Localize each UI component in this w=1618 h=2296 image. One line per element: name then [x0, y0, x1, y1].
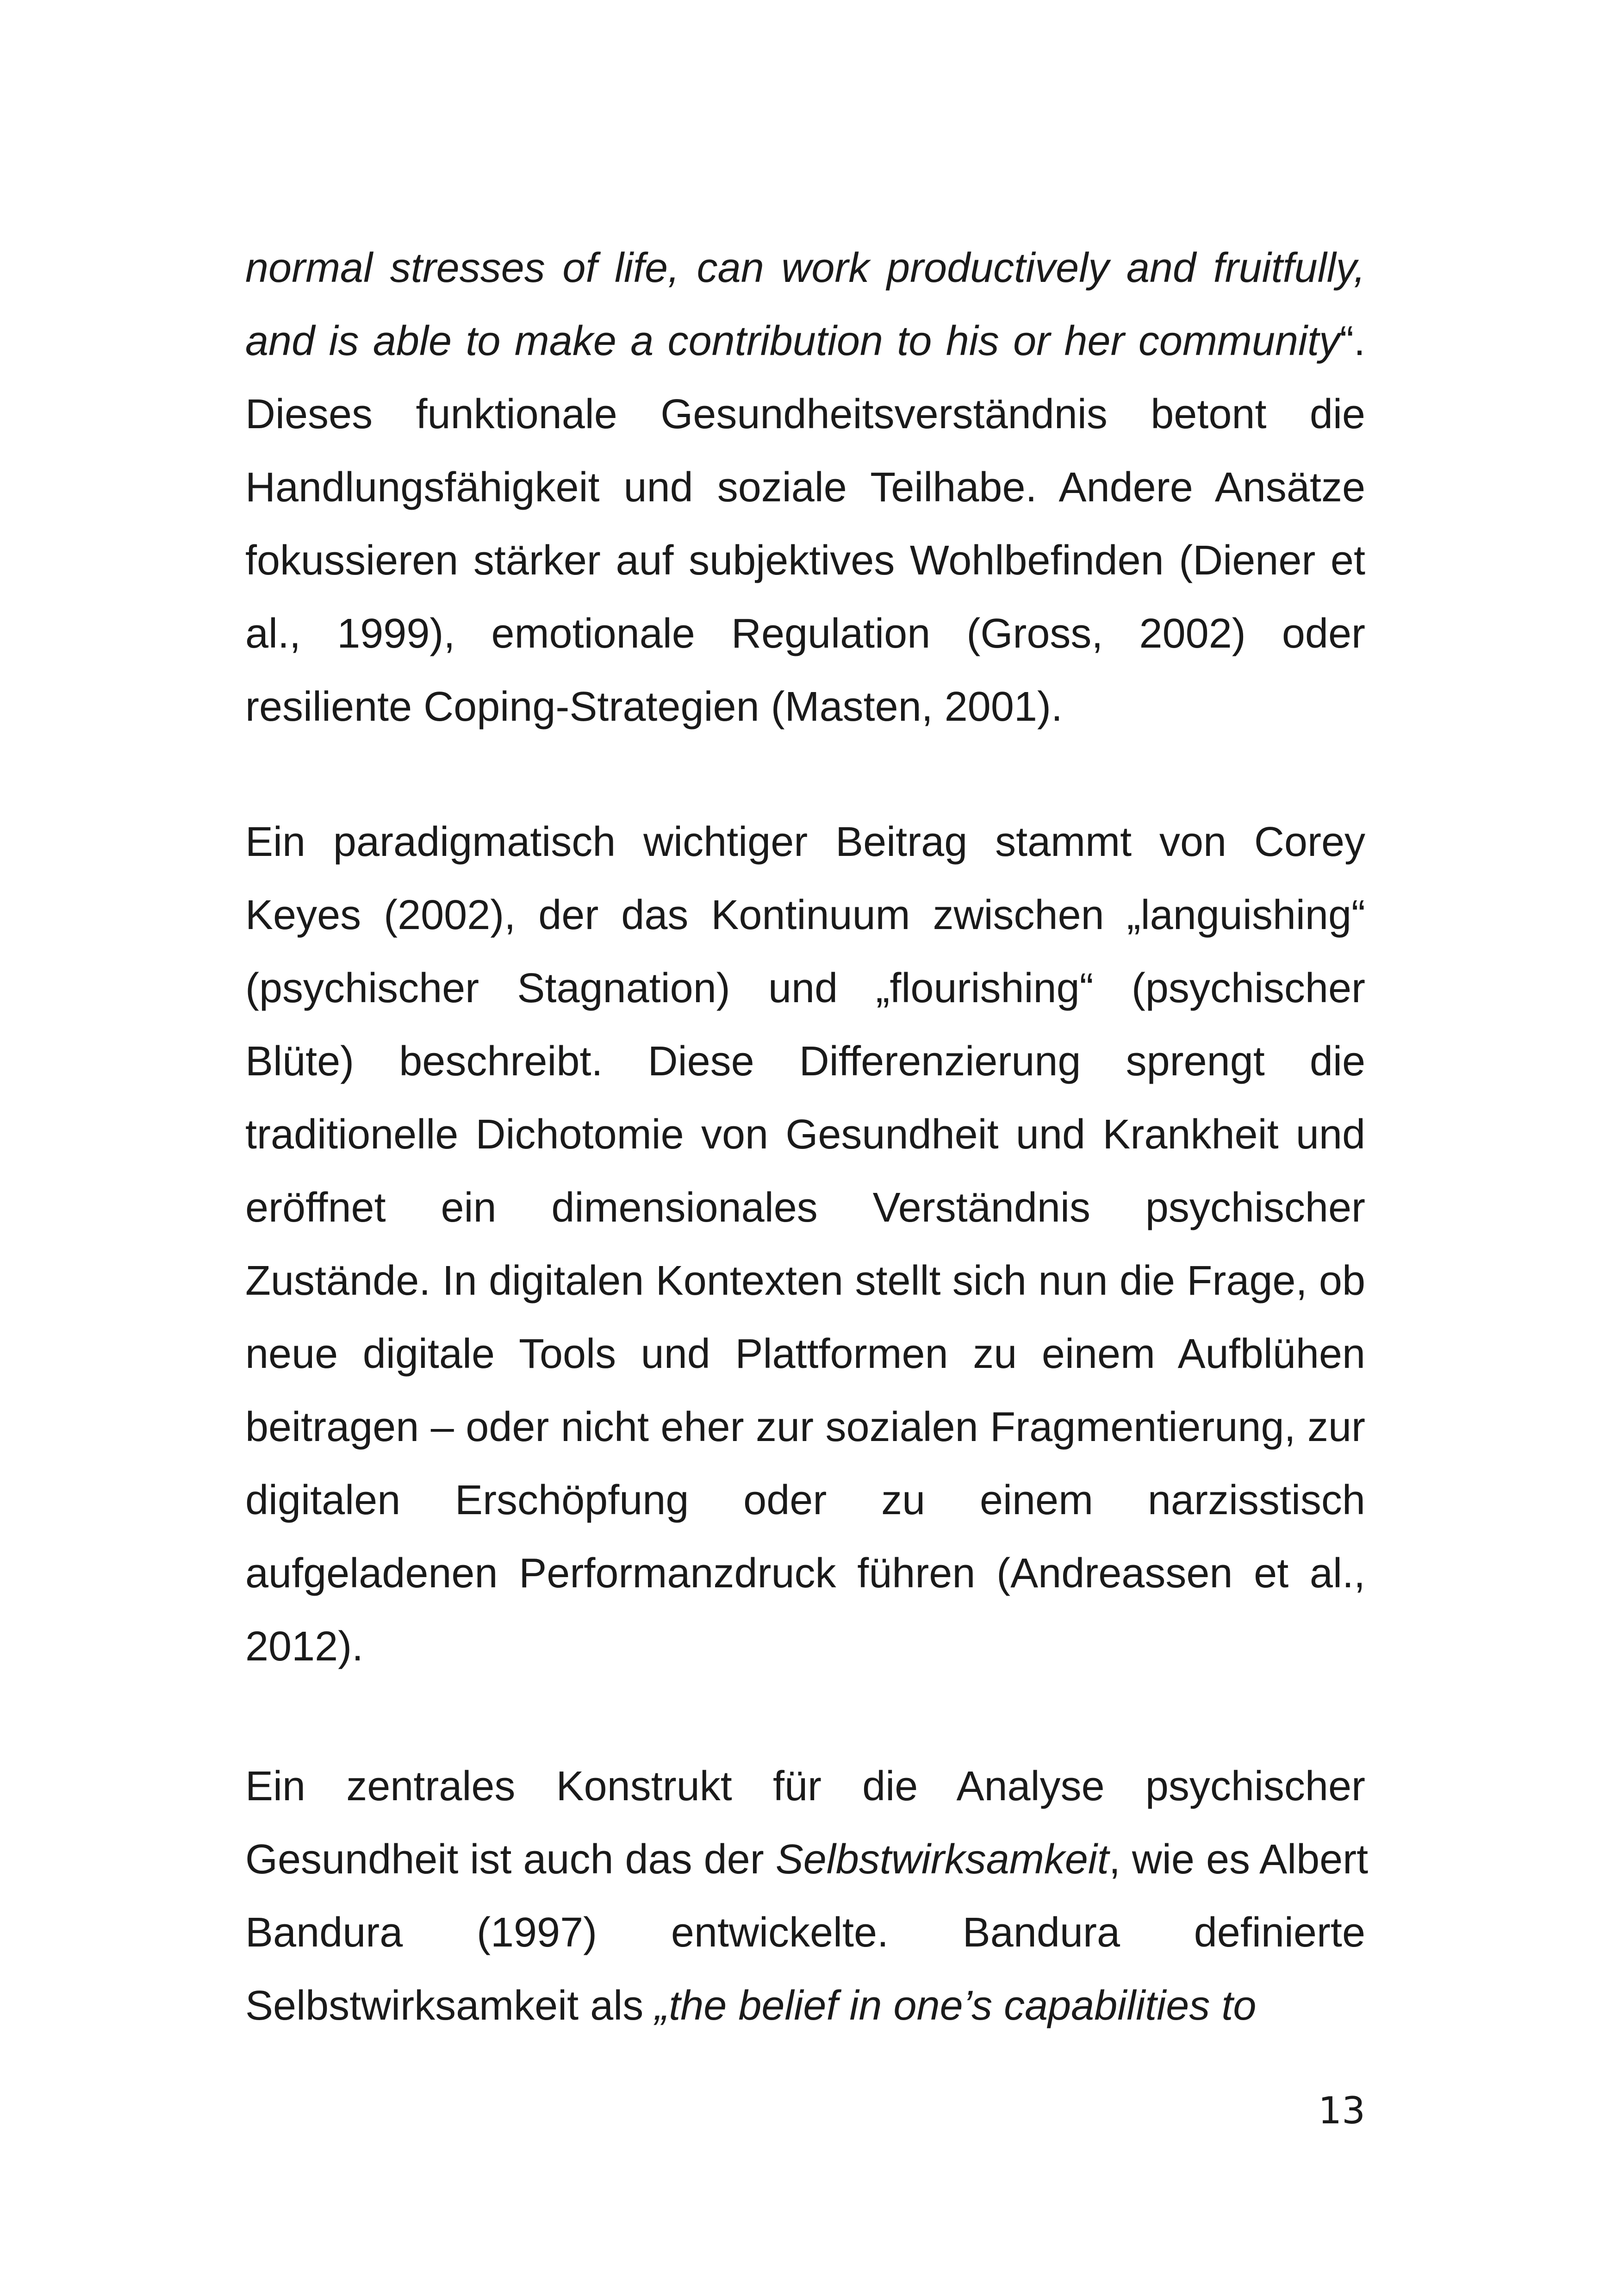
text-line — [245, 1896, 1365, 1969]
text-line — [245, 524, 1365, 597]
text-segment: Handlungsfähigkeit und soziale Teilhabe. Andere Ansätze — [245, 464, 1365, 511]
page-number: 13 — [1318, 2089, 1365, 2132]
text-line — [245, 879, 1365, 952]
text-line — [245, 1391, 1365, 1464]
paragraph-3 — [245, 1750, 1369, 2042]
text-segment: Selbstwirksamkeit als — [245, 1983, 655, 2029]
text-segment: al., 1999), emotionale Regulation (Gross, 2002) oder — [245, 611, 1365, 657]
text-line — [245, 1823, 1369, 1896]
paragraph-1 — [245, 231, 1365, 743]
text-line — [245, 231, 1365, 305]
text-segment: aufgeladenen Performanzdruck führen (Andreassen et al., — [245, 1550, 1365, 1597]
text-segment: 2012). — [245, 1623, 364, 1670]
text-segment: (psychischer Stagnation) und „flourishing“ (psychischer — [245, 965, 1365, 1011]
text-line — [245, 451, 1365, 524]
text-line — [245, 1610, 1365, 1683]
text-segment: beitragen – oder nicht eher zur sozialen Fragmentierung, zur — [245, 1404, 1365, 1450]
text-segment: and is able to make a contribution to his or her community — [245, 318, 1340, 364]
text-segment: Ein zentrales Konstrukt für die Analyse psychischer — [245, 1763, 1365, 1809]
text-line — [245, 597, 1365, 670]
text-segment: digitalen Erschöpfung oder zu einem narzisstisch — [245, 1477, 1365, 1523]
text-segment: eröffnet ein dimensionales Verständnis psychischer — [245, 1185, 1365, 1231]
text-line — [245, 1025, 1365, 1098]
text-segment: Keyes (2002), der das Kontinuum zwischen „languishing“ — [245, 892, 1365, 938]
text-line — [245, 1317, 1365, 1391]
text-line — [245, 1171, 1365, 1244]
text-line — [245, 1098, 1365, 1171]
text-line — [245, 1464, 1365, 1537]
text-line — [245, 1750, 1365, 1823]
text-line — [245, 378, 1365, 451]
text-segment: Dieses funktionale Gesundheitsverständnis betont die — [245, 391, 1365, 437]
text-line — [245, 670, 1365, 743]
text-segment: neue digitale Tools und Plattformen zu einem Aufblühen — [245, 1331, 1365, 1377]
text-segment: Zustände. In digitalen Kontexten stellt sich nun die Frage, ob — [245, 1258, 1365, 1304]
text-segment: Ein paradigmatisch wichtiger Beitrag stammt von Corey — [245, 819, 1365, 865]
text-segment: Blüte) beschreibt. Diese Differenzierung sprengt die — [245, 1038, 1365, 1085]
text-segment: Bandura (1997) entwickelte. Bandura definierte — [245, 1909, 1365, 1956]
text-segment: Selbstwirksamkeit — [775, 1836, 1109, 1883]
text-line — [245, 952, 1365, 1025]
text-line — [245, 1244, 1365, 1317]
text-line — [245, 805, 1365, 879]
text-segment: resiliente Coping-Strategien (Masten, 2001). — [245, 684, 1063, 730]
text-segment: Gesundheit ist auch das der — [245, 1836, 776, 1883]
text-line — [245, 1537, 1365, 1610]
text-line — [245, 305, 1365, 378]
text-segment: „the belief in one’s capabilities to — [655, 1983, 1257, 2029]
paragraph-2 — [245, 805, 1365, 1683]
text-segment: “. — [1340, 318, 1365, 364]
text-line — [245, 1969, 1365, 2042]
text-segment: normal stresses of life, can work productively and fruitfully, — [245, 245, 1365, 291]
text-segment: fokussieren stärker auf subjektives Wohlbefinden (Diener et — [245, 537, 1365, 584]
text-segment: traditionelle Dichotomie von Gesundheit und Krankheit und — [245, 1111, 1365, 1158]
text-segment: , wie es Albert — [1108, 1836, 1369, 1883]
